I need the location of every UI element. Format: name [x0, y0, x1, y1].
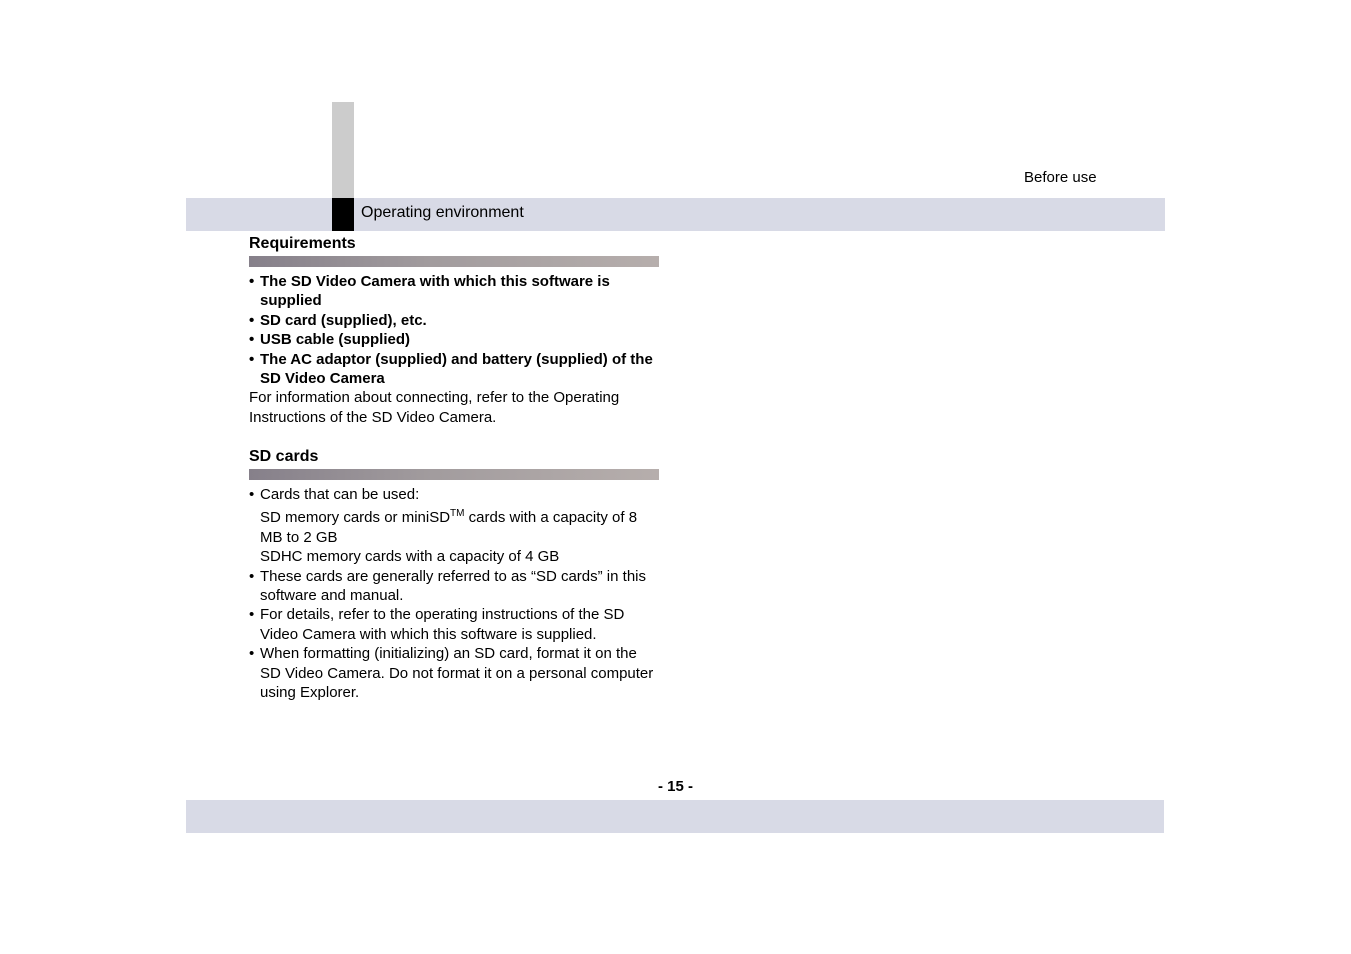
list-item: [249, 485, 661, 504]
list-item: • The AC adaptor (supplied) and battery (supplied) of the SD Video Camera: [249, 350, 661, 389]
usable-cards-line: SDHC memory cards with a capacity of 4 GB: [260, 548, 560, 566]
usable-cards-line: SD memory cards or miniSD™ cards with a capacity of 8 MB to 2 GB: [260, 508, 638, 546]
requirements-note: For information about connecting, refer to the Operating Instructions of the SD Video Camera.: [249, 389, 620, 426]
requirements-heading: Requirements: [249, 235, 356, 252]
section-rule: [249, 256, 659, 267]
list-item: • For details, refer to the operating instructions of the SD Video Camera with which this software is supplied.: [249, 605, 661, 644]
list-item: • The SD Video Camera with which this software is supplied: [249, 272, 661, 311]
section-rule: [249, 469, 659, 480]
sd-cards-section: [249, 447, 661, 702]
list-item: • When formatting (initializing) an SD card, format it on the SD Video Camera. Do not format it on a personal computer using Explorer.: [249, 644, 661, 702]
list-item: • These cards are generally referred to as “SD cards” in this software and manual.: [249, 567, 661, 606]
page-number: - 15 -: [657, 778, 693, 795]
usable-cards-intro: Cards that can be used:: [260, 486, 420, 503]
header-tab-marker: [332, 102, 354, 198]
trademark-mark: TM: [450, 508, 465, 520]
list-item: • USB cable (supplied): [249, 330, 661, 349]
list-item: • SD card (supplied), etc.: [249, 311, 661, 330]
sd-cards-notes: [249, 567, 661, 703]
chapter-label: Before use: [1024, 169, 1097, 186]
sd-cards-list: [249, 485, 661, 504]
header-tab-block: [332, 198, 354, 231]
page-title: Operating environment: [361, 204, 524, 221]
sd-cards-heading: SD cards: [249, 448, 319, 465]
footer-band: [186, 800, 1164, 833]
requirements-list: [249, 272, 661, 388]
requirements-section: [249, 234, 661, 427]
